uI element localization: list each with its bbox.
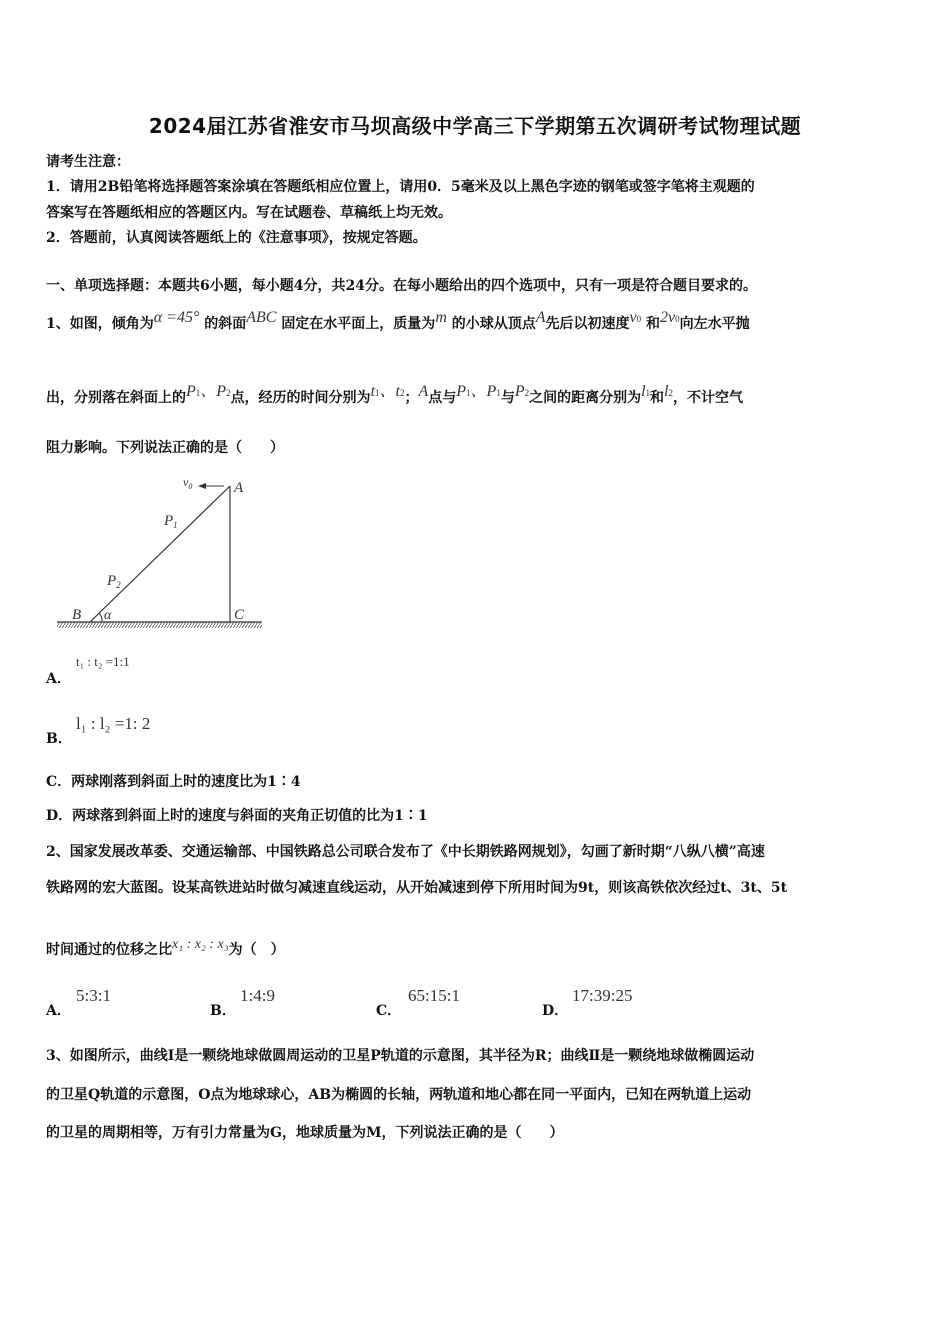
fig-b-label: B — [72, 607, 82, 623]
q1-angle-math: α =45° — [153, 309, 200, 326]
q2-option-b-letter: B． — [210, 1003, 236, 1019]
q1-option-b-letter: B． — [46, 731, 72, 747]
incline-diagram — [52, 470, 272, 635]
notice-heading: 请考生注意： — [46, 154, 130, 170]
q1-text: 之间的距离分别为 — [529, 390, 642, 406]
fig-p2-label: $P_2$ — [107, 573, 121, 590]
q1-incline-figure — [52, 470, 272, 639]
q2-option-c-letter: C． — [376, 1003, 402, 1019]
fig-v0-text: v — [183, 475, 189, 489]
q1-text: 和 — [650, 390, 665, 406]
q1-l2-math: l2 — [664, 383, 673, 400]
fig-p1-label: $P_1$ — [164, 513, 178, 530]
q3-line-1: 3、如图所示，曲线Ⅰ是一颗绕地球做圆周运动的卫星P轨道的示意图，其半径为R；曲线Ⅱ是一颗绕地球做椭圆运动 — [46, 1048, 755, 1064]
notice-item-2: 2．答题前，认真阅读答题纸上的《注意事项》，按规定答题。 — [46, 230, 427, 246]
q1-option-b-math: l₁ : l₂ =1: 2 — [76, 714, 151, 733]
fig-a-label: A — [234, 480, 244, 496]
q1-t1-t2-math: t1、t2 — [370, 383, 405, 400]
q1-text: 的斜面 — [204, 316, 247, 332]
q1-p1-p1-math: P1、P1 — [456, 383, 501, 400]
q3-line-2: 的卫星Q轨道的示意图，O点为地球球心，AB为椭圆的长轴，两轨道和地心都在同一平面内，已知在两轨道上运动 — [46, 1087, 752, 1103]
q1-line-1 — [46, 309, 750, 335]
q1-p2-math: P2 — [514, 383, 530, 400]
incline-line — [90, 486, 230, 622]
q1-line-2 — [46, 383, 743, 409]
q2-line-2: 铁路网的宏大蓝图。设某高铁进站时做匀减速直线运动，从开始减速到停下所用时间为9t，则该高铁依次经过t、3t、5t — [46, 880, 788, 896]
q2-text: 时间通过的位移之比 — [46, 942, 172, 958]
q1-text: 和 — [646, 316, 661, 332]
q2-line-3 — [46, 937, 285, 961]
q1-2v0-math: 2v0 — [660, 309, 680, 326]
page-title: 2024届江苏省淮安市马坝高级中学高三下学期第五次调研考试物理试题 — [148, 114, 802, 138]
fig-alpha-label: α — [104, 608, 112, 623]
q1-text: 点与 — [428, 390, 457, 406]
q1-line-3: 阻力影响。下列说法正确的是（ ） — [46, 440, 284, 456]
fig-p1-text: P — [164, 513, 174, 529]
q2-option-d-letter: D． — [542, 1003, 569, 1019]
q1-option-a-math: t₁ : t₂ =1:1 — [76, 654, 130, 669]
q1-a-math: A — [535, 309, 546, 326]
q1-text: 出，分别落在斜面上的 — [46, 390, 186, 406]
q1-2v0-symbol: 2v — [660, 309, 676, 326]
q1-text: 点，经历的时间分别为 — [230, 390, 371, 406]
notice-item-1-line-1: 1．请用2B铅笔将选择题答案涂填在答题纸相应位置上，请用0．5毫米及以上黑色字迹的钢笔或签字笔将主观题的 — [46, 179, 755, 195]
q2-ratio-math: x₁ : x₂ : x₃ — [172, 937, 229, 952]
fig-p2-text: P — [107, 573, 117, 589]
q1-text: 的小球从顶点 — [451, 316, 536, 332]
q1-option-d: D．两球落到斜面上时的速度与斜面的夹角正切值的比为1∶1 — [46, 808, 428, 824]
q1-v0-symbol: v — [629, 309, 637, 326]
q1-p1-p2-math: P1、P2 — [186, 383, 231, 400]
q2-option-a-letter: A． — [46, 1003, 71, 1019]
q2-line-1: 2、国家发展改革委、交通运输部、中国铁路总公司联合发布了《中长期铁路网规划》，勾画了新时期“八纵八横”高速 — [46, 844, 765, 860]
q1-text: 与 — [500, 390, 515, 406]
q2-option-a-math: 5:3:1 — [76, 986, 111, 1005]
q1-text: 向左水平抛 — [679, 316, 750, 332]
fig-c-label: C — [234, 607, 245, 623]
notice-item-1-line-2: 答案写在答题纸相应的答题区内。写在试题卷、草稿纸上均无效。 — [46, 205, 452, 221]
arrow-head — [198, 483, 206, 489]
q1-text: 1、如图，倾角为 — [46, 316, 154, 332]
q1-text: ，不计空气 — [673, 390, 743, 406]
q1-text: ； — [404, 390, 419, 406]
q1-abc-math: ABC — [246, 309, 277, 326]
ground-hatch — [57, 622, 262, 628]
q1-text: 固定在水平面上，质量为 — [281, 316, 436, 332]
q2-option-b-math: 1:4:9 — [240, 986, 275, 1005]
section-1-heading: 一、单项选择题：本题共6小题，每小题4分，共24分。在每小题给出的四个选项中，只有一项是符合题目要求的。 — [46, 278, 757, 294]
q1-l1-math: l1 — [641, 383, 651, 400]
q1-option-a-letter: A． — [46, 671, 71, 687]
fig-v0-label: $v_0$ — [183, 475, 193, 491]
q1-text: 先后以初速度 — [545, 316, 630, 332]
q2-option-c-math: 65:15:1 — [408, 986, 460, 1005]
q1-v0-math: v0 — [629, 309, 642, 326]
q2-option-d-math: 17:39:25 — [572, 986, 633, 1005]
angle-arc — [99, 613, 102, 622]
q3-line-3: 的卫星的周期相等，万有引力常量为G，地球质量为M，下列说法正确的是（ ） — [46, 1125, 564, 1141]
q1-a2-math: A — [418, 383, 429, 400]
q1-option-c: C．两球刚落到斜面上时的速度比为1∶4 — [46, 774, 301, 790]
q1-m-math: m — [435, 309, 447, 326]
q2-text: 为（ ） — [228, 942, 285, 958]
